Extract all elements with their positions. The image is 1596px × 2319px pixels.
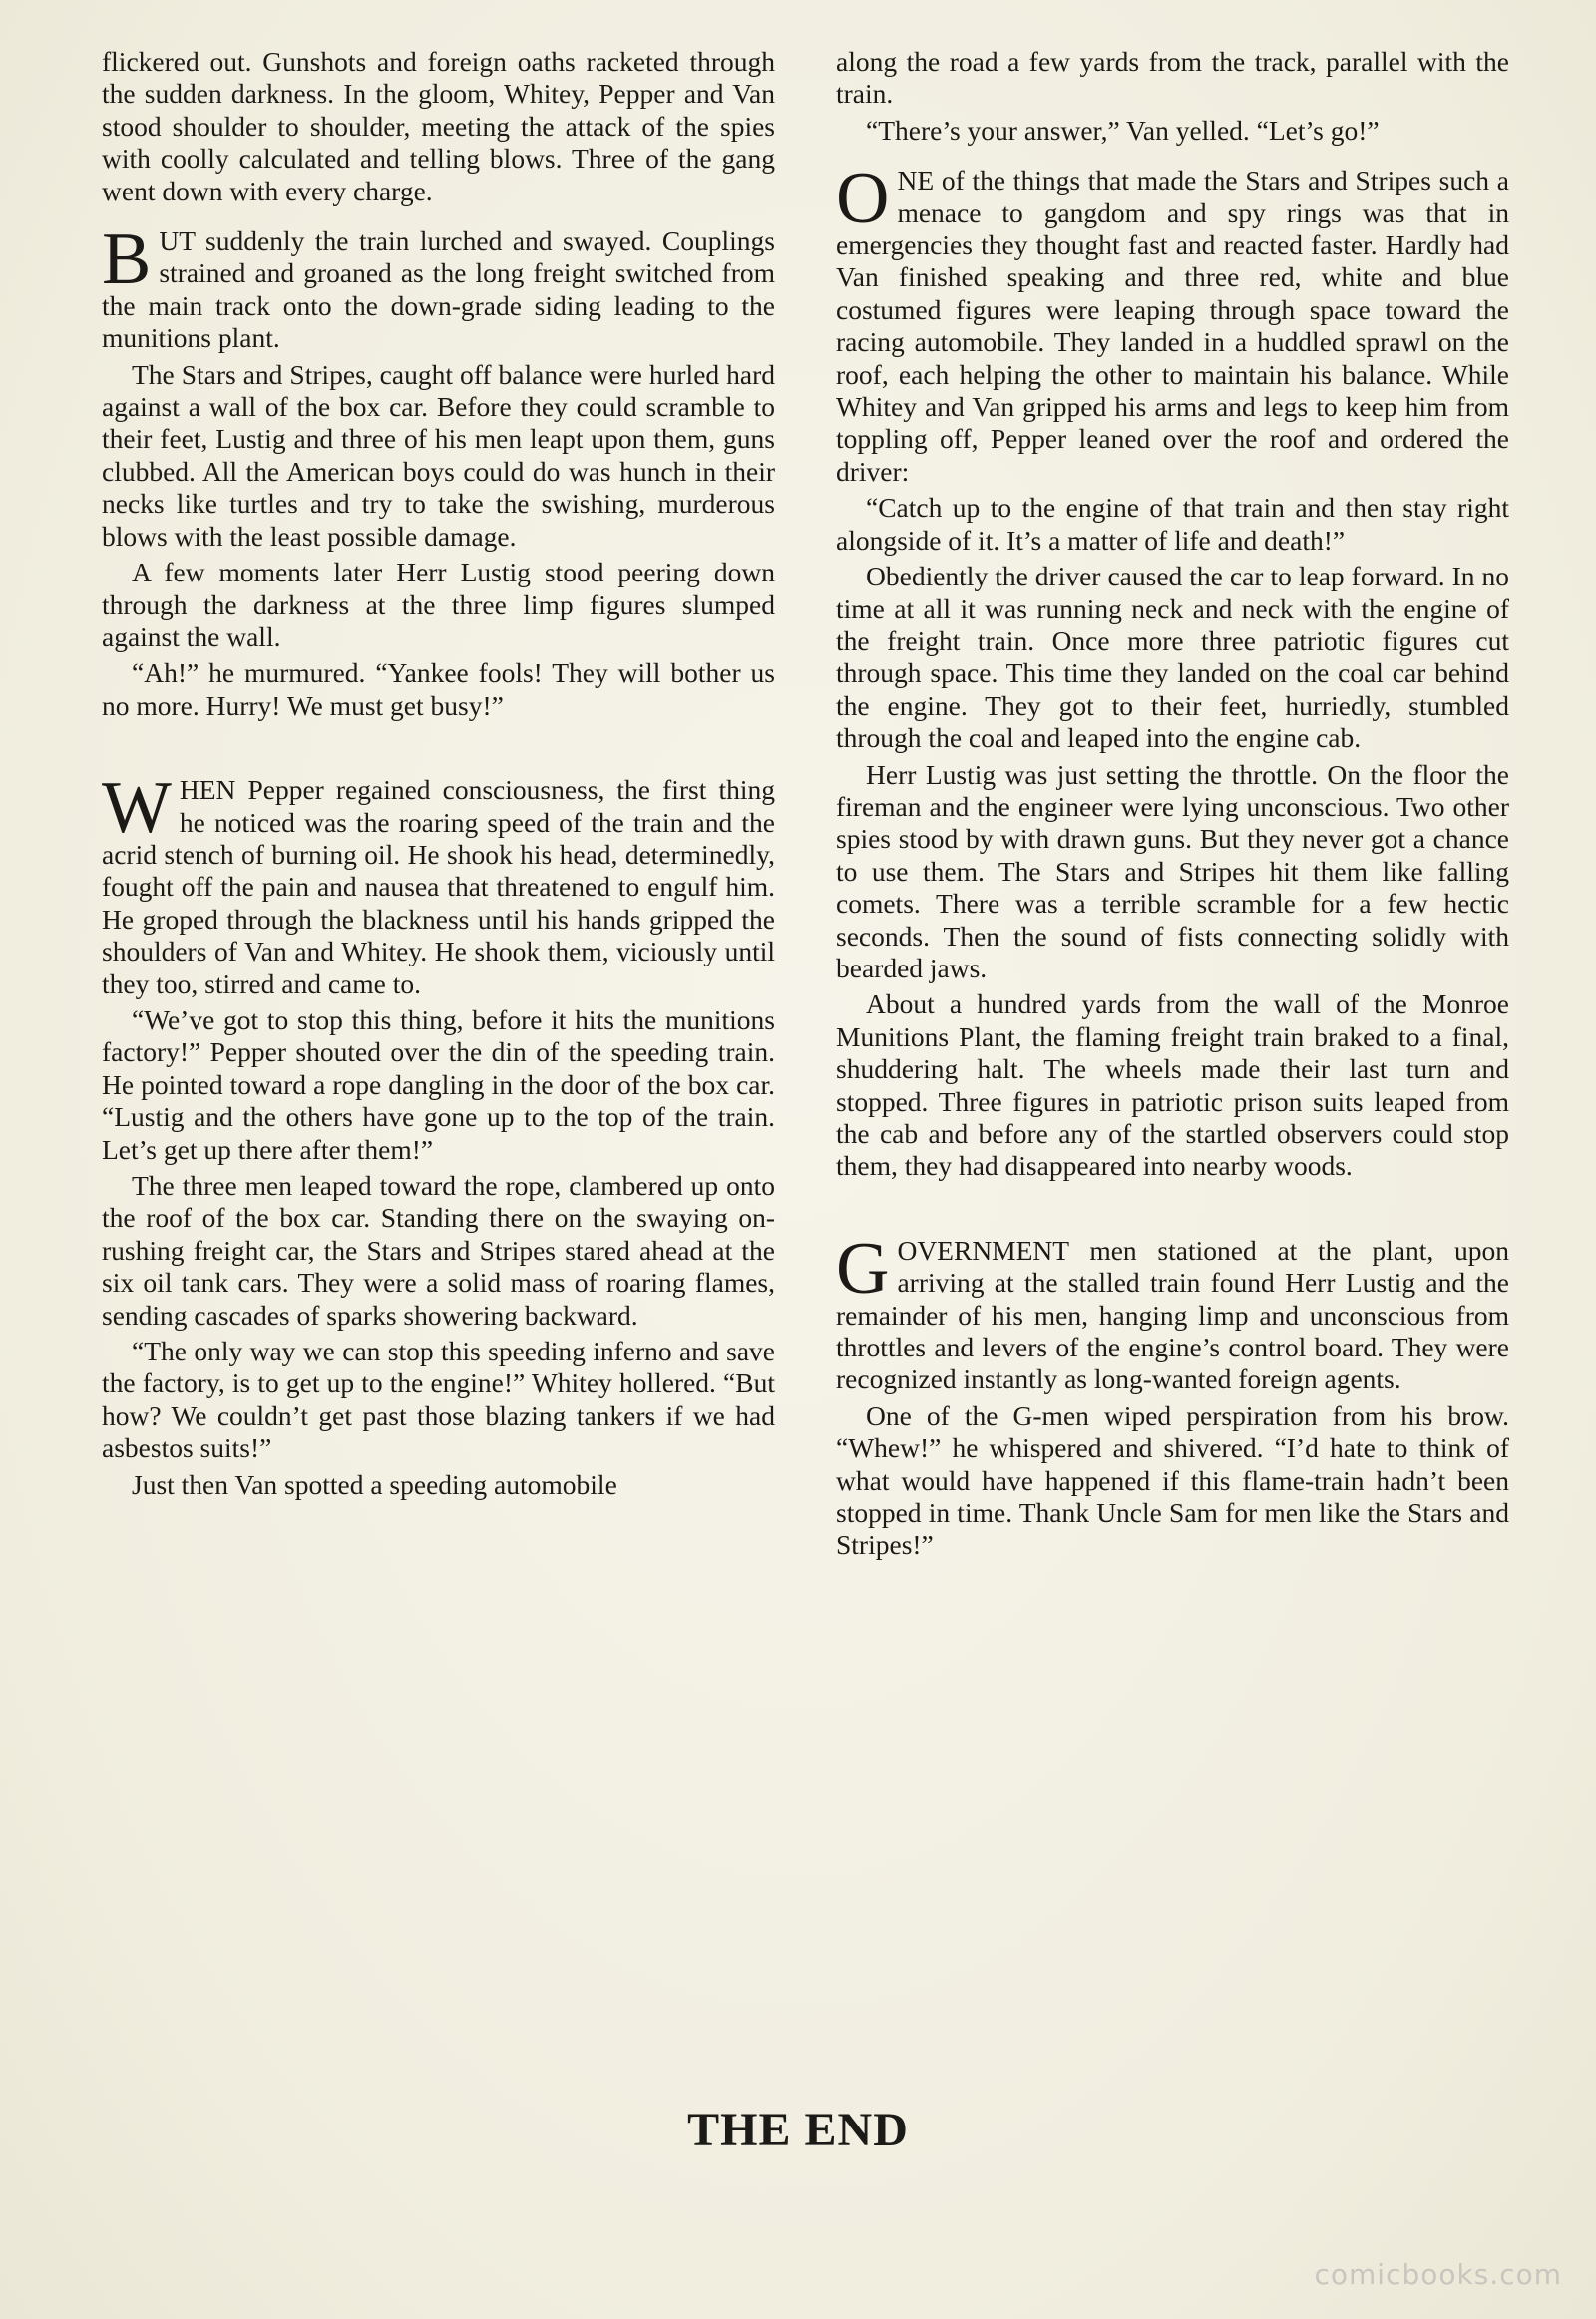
right-section-1 [836,158,1509,1183]
left-column [102,46,775,1505]
drop-cap: O [836,158,890,240]
drop-cap: W [102,767,172,850]
left-section-1 [102,218,775,722]
lead-text: HEN Pepper regained consciousness, the first thing he noticed was the roaring speed of the train and the acrid stench of burning oil. He shook his head, determinedly, fought off the pain and nausea that threatened to engulf him. He groped through the blackness until his hands gripped the shoulders of Van and Whitey. He shook them, viciously until they too, stirred and came to. [102,774,775,999]
body-paragraph: Just then Van spotted a speeding automobile [132,1468,617,1500]
drop-cap: B [102,218,152,301]
body-paragraph: Obediently the driver caused the car to leap forward. In no time at all it was running neck and neck with the engine of the freight train. Once more three patriotic figures cut through space. This time they landed on the coal car behind the engine. They got to their feet, hurriedly, stumbled through the coal and leaped into the engine cab. [836,561,1509,754]
body-paragraph: “We’ve got to stop this thing, before it hits the munitions factory!” Pepper shouted over the din of the speeding train. He pointed toward a rope dangling in the door of the box car. “Lustig and the others have gone up to the top of the train. Let’s get up there after them!” [102,1003,775,1165]
lead-text: UT suddenly the train lurched and swayed. Couplings strained and groaned as the long freight switched from the main track onto the down-grade siding leading to the munitions plant. [102,225,775,354]
body-paragraph: “Catch up to the engine of that train and then stay right alongside of it. It’s a matter of life and death!” [836,492,1509,556]
right-column [836,46,1509,1566]
left-section-2 [102,767,775,1501]
section-lead-paragraph [836,1227,1509,1396]
section-lead-paragraph [102,218,775,355]
body-paragraph: The Stars and Stripes, caught off balance were hurled hard against a wall of the box car. Before they could scramble to their feet, Lustig and three of his men leapt upon them, guns clubbed. All the American boys could do was hunch in their necks like turtles and try to take the swishing, murderous blows with the least possible damage. [102,358,775,552]
right-section-2 [836,1227,1509,1562]
site-watermark: comicbooks.com [1314,2258,1562,2291]
body-paragraph: Herr Lustig was just setting the throttle. On the floor the fireman and the engineer were lying unconscious. Two other spies stood by with drawn guns. But they never got a chance to use them. The Stars and Stripes hit them like falling comets. There was a terrible scramble for a few hectic seconds. Then the sound of fists connecting solidly with bearded jaws. [836,758,1509,983]
section-lead-paragraph [836,158,1509,488]
body-paragraph: “The only way we can stop this speeding inferno and save the factory, is to get up to the engine!” Whitey hollered. “But how? We couldn’t get past those blazing tankers if we had asbestos suits!” [102,1336,775,1464]
left-intro-paragraph: flickered out. Gunshots and foreign oaths racketed through the sudden darkness. In the gloom, Whitey, Pepper and Van stood shoulder to shoulder, meeting the attack of the spies with coolly calculated and telling blows. Three of the gang went down with every charge. [102,46,775,206]
drop-cap: G [836,1227,890,1310]
lead-text: NE of the things that made the Stars and Stripes such a menace to gangdom and spy rings was that in emergencies they thought fast and reacted faster. Hardly had Van finished speaking and three red, white and blue costumed figures were leaping through space toward the racing automobile. They landed in a huddled sprawl on the roof, each helping the other to maintain his balance. While Whitey and Van gripped his arms and legs to keep him from toppling off, Pepper leaned over the roof and ordered the driver: [836,165,1509,487]
body-paragraph: The three men leaped toward the rope, clambered up onto the roof of the box car. Standing there on the swaying on-rushing freight car, the Stars and Stripes stared ahead at the six oil tank cars. They were a solid mass of roaring flames, sending cascades of sparks showering backward. [102,1170,775,1331]
body-paragraph: “Ah!” he murmured. “Yankee fools! They will bother us no more. Hurry! We must get busy!” [102,657,775,721]
right-intro-paragraph: along the road a few yards from the track, parallel with the train. [836,46,1509,110]
body-paragraph: About a hundred yards from the wall of the Monroe Munitions Plant, the flaming freight train braked to a final, shuddering halt. The wheels made their last turn and stopped. Three figures in patriotic prison suits leaped from the cab and before any of the startled observers could stop them, they had disappeared into nearby woods. [836,988,1509,1182]
lead-text: OVERNMENT men stationed at the plant, upon arriving at the stalled train found Herr Lustig and the remainder of his men, hanging limp and unconscious from throttles and levers of the engine’s control board. They were recognized instantly as long-wanted foreign agents. [836,1234,1509,1395]
body-paragraph: One of the G-men wiped perspiration from his brow. “Whew!” he whispered and shivered. “I’d hate to think of what would have happened if this flame-train hadn’t been stopped in time. Thank Uncle Sam for men like the Stars and Stripes!” [836,1399,1509,1561]
section-lead-paragraph [102,767,775,1000]
body-paragraph: A few moments later Herr Lustig stood peering down through the darkness at the three limp figures slumped against the wall. [102,557,775,652]
the-end-title: THE END [687,2104,909,2156]
right-intro-dialogue: “There’s your answer,” Van yelled. “Let’s go!” [866,114,1380,146]
